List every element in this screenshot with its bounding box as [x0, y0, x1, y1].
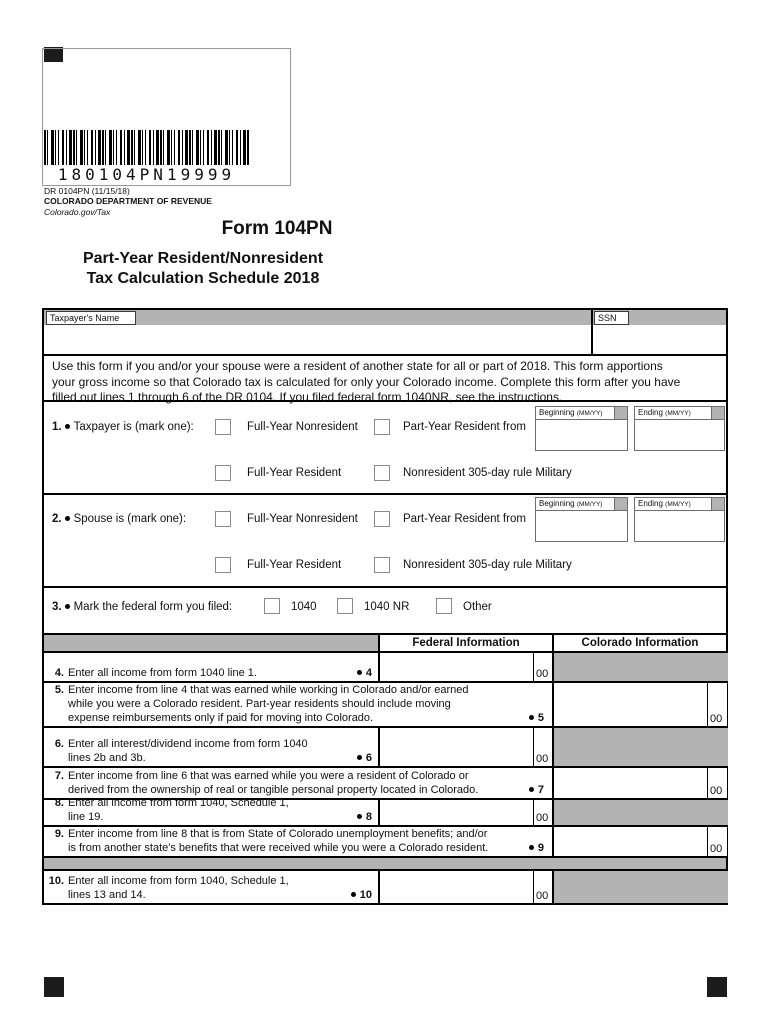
- line7-description: 7. Enter income from line 6 that was earned while you were a resident of Colorado or derived from the ownership of real or tangible personal property located in Colorado. 7: [54, 770, 544, 796]
- form-title: Form 104PN: [221, 218, 333, 239]
- taxpayer-full-year-resident-label: Full-Year Resident: [247, 467, 342, 479]
- table-row-line5: [44, 683, 726, 728]
- line8-federal-amount-field[interactable]: [378, 800, 535, 825]
- line10-marker: 10: [351, 889, 372, 901]
- ending-date-label: Ending (MM/YY): [635, 498, 724, 511]
- barcode-text: 180104PN19999: [44, 165, 249, 184]
- line9-colorado-amount-field[interactable]: [552, 827, 709, 856]
- scan-dot-icon: [357, 670, 362, 675]
- name-ssn-divider: [591, 310, 593, 354]
- line8-marker: 8: [357, 811, 372, 823]
- line6-federal-amount-field[interactable]: [378, 728, 535, 766]
- taxpayer-full-year-resident-checkbox[interactable]: [215, 465, 231, 481]
- instructions-paragraph: [44, 354, 726, 402]
- taxpayer-name-field[interactable]: [44, 325, 591, 354]
- line10-federal-amount-field[interactable]: [378, 871, 535, 903]
- line3-federal-form-section: [44, 588, 726, 635]
- line4-colorado-disabled: [552, 653, 728, 681]
- spouse-beginning-date-field[interactable]: [536, 511, 627, 541]
- line5-marker: 5: [529, 712, 544, 724]
- scan-corner-square: [711, 498, 724, 510]
- filed-other-checkbox[interactable]: [436, 598, 452, 614]
- taxpayer-nonresident-military-checkbox[interactable]: [374, 465, 390, 481]
- scan-dot-icon: [529, 845, 534, 850]
- federal-information-header: Federal Information: [378, 635, 552, 651]
- line8-colorado-disabled: [552, 800, 728, 825]
- line10-description: 10. Enter all income from form 1040, Schedule 1, lines 13 and 14. 10: [48, 875, 372, 901]
- line4-marker: 4: [357, 667, 372, 679]
- spouse-part-year-resident-checkbox[interactable]: [374, 511, 390, 527]
- taxpayer-part-year-resident-checkbox[interactable]: [374, 419, 390, 435]
- taxpayer-beginning-date-field[interactable]: [536, 420, 627, 450]
- line9-colorado-cents: 00: [707, 827, 727, 856]
- filed-1040-label: 1040: [291, 601, 317, 613]
- table-row-line9: [44, 827, 726, 858]
- taxpayer-full-year-nonresident-checkbox[interactable]: [215, 419, 231, 435]
- form-revision-code: DR 0104PN (11/15/18): [44, 186, 130, 196]
- spouse-ending-date-box: [634, 497, 725, 542]
- scan-dot-icon: [65, 424, 70, 429]
- scan-dot-icon: [529, 787, 534, 792]
- line4-federal-amount-field[interactable]: [378, 653, 535, 681]
- spouse-part-year-resident-label: Part-Year Resident from: [403, 513, 526, 525]
- line8-federal-cents: 00: [533, 800, 553, 825]
- scan-dot-icon: [351, 892, 356, 897]
- spouse-full-year-nonresident-label: Full-Year Nonresident: [247, 513, 358, 525]
- line1-label: 1. Taxpayer is (mark one):: [52, 421, 194, 433]
- line6-marker: 6: [357, 752, 372, 764]
- taxpayer-nonresident-military-label: Nonresident 305-day rule Military: [403, 467, 572, 479]
- filed-1040-checkbox[interactable]: [264, 598, 280, 614]
- taxpayer-ending-date-field[interactable]: [635, 420, 724, 450]
- form-subtitle: [0, 249, 406, 289]
- scan-corner-square: [614, 407, 627, 419]
- line2-label: 2. Spouse is (mark one):: [52, 513, 187, 525]
- line1-taxpayer-residency-section: [44, 404, 726, 495]
- line9-description: 9. Enter income from line 8 that is from State of Colorado unemployment benefits; and/or is from another state's benefits that were received while you were a Colorado resident. 9: [54, 828, 544, 854]
- ssn-label: SSN: [594, 311, 629, 325]
- separator-strip: [44, 858, 726, 871]
- table-row-line8: [44, 797, 726, 827]
- column-header-spacer: [44, 635, 378, 651]
- scan-corner-square: [614, 498, 627, 510]
- line7-colorado-cents: 00: [707, 768, 727, 798]
- line7-marker: 7: [529, 784, 544, 796]
- barcode: [44, 130, 249, 166]
- line9-marker: 9: [529, 842, 544, 854]
- form-table: [42, 308, 728, 905]
- spouse-nonresident-military-checkbox[interactable]: [374, 557, 390, 573]
- line5-description: 5. Enter income from line 4 that was earned while working in Colorado and/or earned while you were a Colorado resident. Part-year residents should include moving expense reimbursements only if paid for moving into Colorado. 5: [54, 684, 544, 724]
- scan-dot-icon: [357, 755, 362, 760]
- spouse-nonresident-military-label: Nonresident 305-day rule Military: [403, 559, 572, 571]
- scan-dot-icon: [65, 516, 70, 521]
- spouse-beginning-date-box: [535, 497, 628, 542]
- instructions-line2: your gross income so that Colorado tax is calculated for only your Colorado income. Complete this form after you have: [52, 374, 681, 389]
- line8-description: 8. Enter all income from form 1040, Schedule 1, line 19. 8: [54, 797, 372, 823]
- department-name: COLORADO DEPARTMENT OF REVENUE: [44, 196, 212, 206]
- beginning-date-label: Beginning (MM/YY): [536, 498, 627, 511]
- form-subtitle-line2: Tax Calculation Schedule 2018: [86, 270, 320, 287]
- taxpayer-part-year-resident-label: Part-Year Resident from: [403, 421, 526, 433]
- department-website: Colorado.gov/Tax: [44, 207, 111, 217]
- scan-dot-icon: [65, 604, 70, 609]
- line3-label: 3. Mark the federal form you filed:: [52, 601, 233, 613]
- colorado-information-header: Colorado Information: [552, 635, 726, 651]
- beginning-date-label: Beginning (MM/YY): [536, 407, 627, 420]
- ending-date-label: Ending (MM/YY): [635, 407, 724, 420]
- scan-dot-icon: [529, 715, 534, 720]
- line10-federal-cents: 00: [533, 871, 553, 903]
- table-row-line4: [44, 653, 726, 683]
- taxpayer-full-year-nonresident-label: Full-Year Nonresident: [247, 421, 358, 433]
- ssn-field[interactable]: [593, 325, 726, 354]
- spouse-full-year-resident-checkbox[interactable]: [215, 557, 231, 573]
- scan-corner-square: [711, 407, 724, 419]
- filed-1040nr-checkbox[interactable]: [337, 598, 353, 614]
- column-header-row: [44, 635, 726, 653]
- line6-federal-cents: 00: [533, 728, 553, 766]
- line6-description: 6. Enter all interest/dividend income from form 1040 lines 2b and 3b. 6: [54, 738, 372, 764]
- registration-mark-bottom-left: [44, 977, 64, 997]
- taxpayer-ending-date-box: [634, 406, 725, 451]
- scan-dot-icon: [357, 814, 362, 819]
- line6-colorado-disabled: [552, 728, 728, 766]
- instructions-line1: Use this form if you and/or your spouse were a resident of another state for all or part of 2018. This form apportions: [52, 359, 663, 373]
- table-row-line10: [44, 871, 726, 903]
- line4-federal-cents: 00: [533, 653, 553, 681]
- line4-description: 4. Enter all income from form 1040 line 1. 4: [54, 667, 372, 679]
- spouse-full-year-nonresident-checkbox[interactable]: [215, 511, 231, 527]
- line2-spouse-residency-section: [44, 495, 726, 588]
- filed-other-label: Other: [463, 601, 492, 613]
- line5-colorado-cents: 00: [707, 683, 727, 726]
- line5-colorado-amount-field[interactable]: [552, 683, 709, 726]
- spouse-full-year-resident-label: Full-Year Resident: [247, 559, 342, 571]
- table-row-line6: [44, 728, 726, 768]
- line10-colorado-disabled: [552, 871, 728, 903]
- instructions-line3: filled out lines 1 through 6 of the DR 0104. If you filed federal form 1040NR, see the instructions.: [52, 390, 563, 404]
- taxpayer-name-label: Taxpayer's Name: [46, 311, 136, 325]
- spouse-ending-date-field[interactable]: [635, 511, 724, 541]
- form-subtitle-line1: Part-Year Resident/Nonresident: [82, 250, 324, 267]
- filed-1040nr-label: 1040 NR: [364, 601, 410, 613]
- taxpayer-beginning-date-box: [535, 406, 628, 451]
- line7-colorado-amount-field[interactable]: [552, 768, 709, 798]
- registration-mark-bottom-right: [707, 977, 727, 997]
